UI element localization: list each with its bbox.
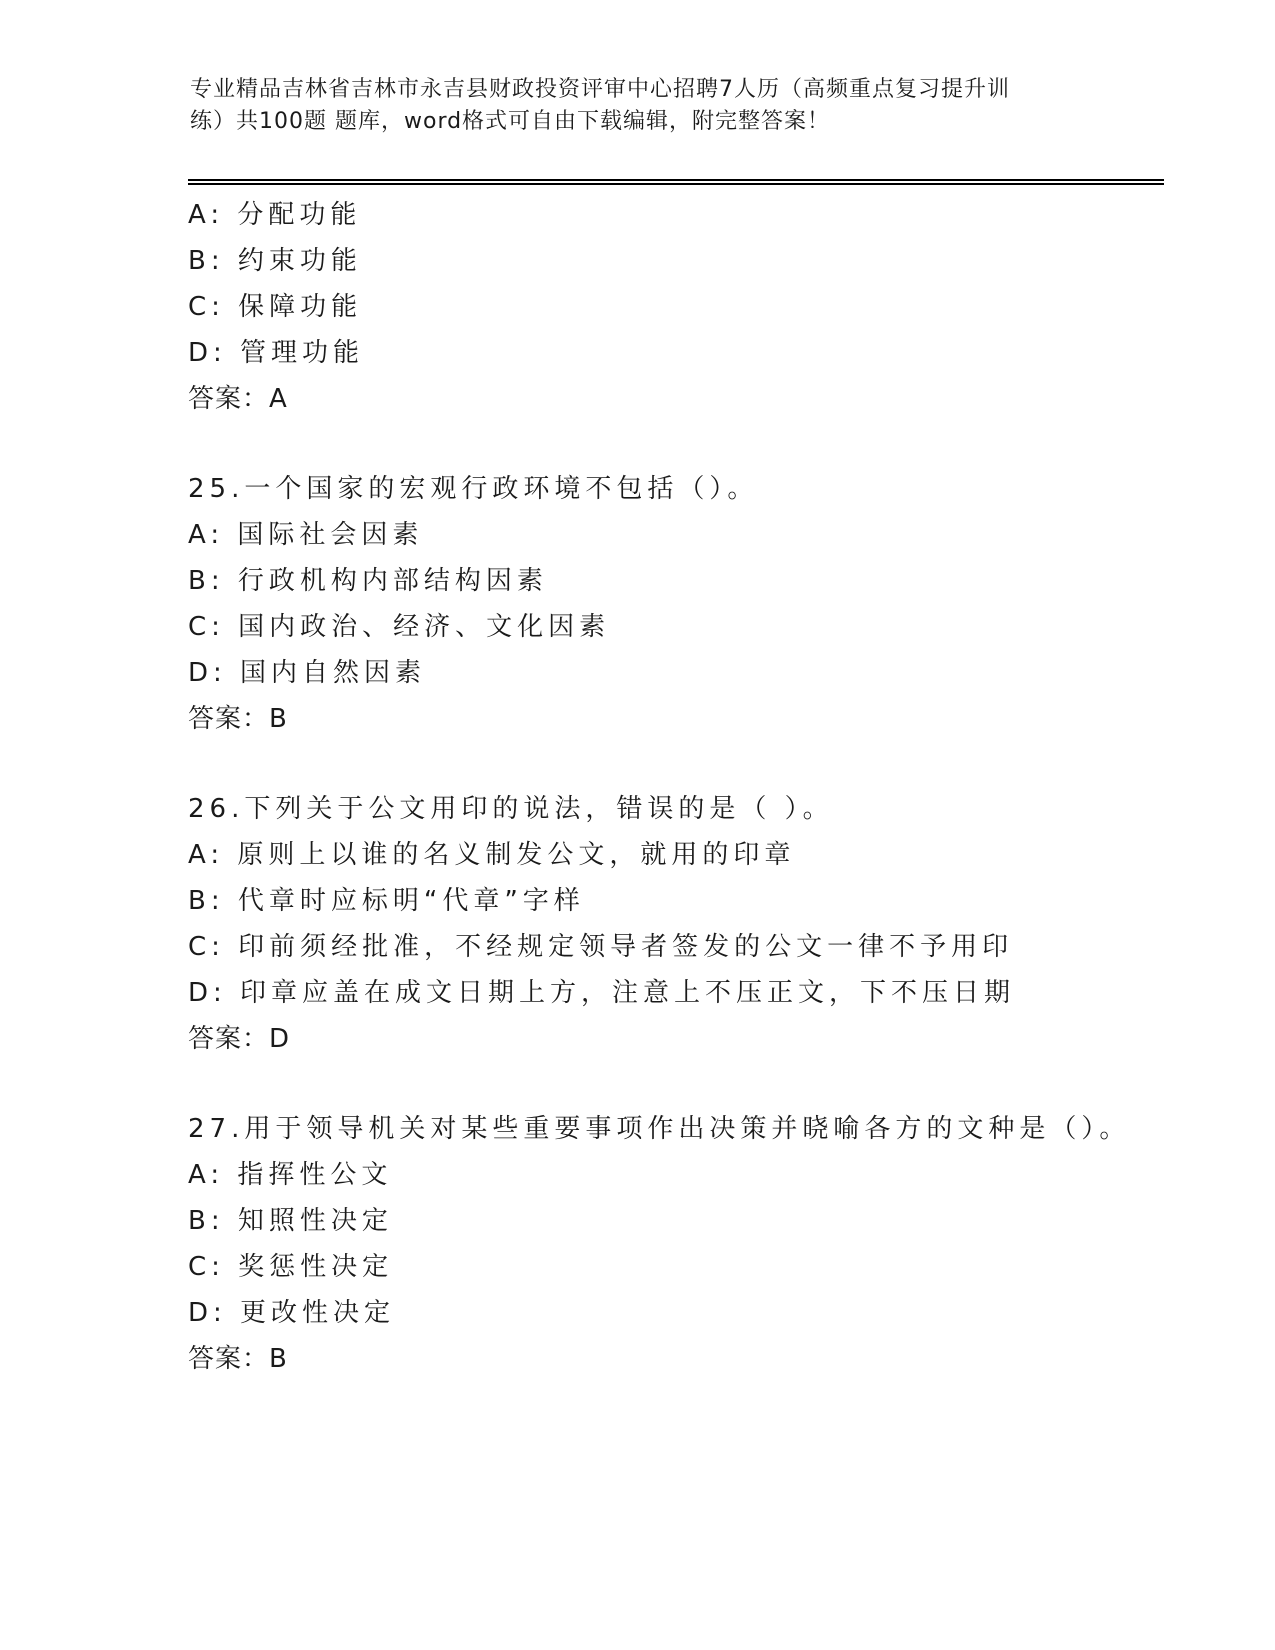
option-c: C: 国内政治、经济、文化因素 [188, 612, 611, 642]
option-a: A: 分配功能 [188, 200, 362, 230]
answer-line: 答案：D [188, 1024, 291, 1054]
question-26-block [188, 786, 1148, 1062]
option-d: D: 更改性决定 [188, 1298, 396, 1328]
header-title-line-2: 练）共100题 题库，word格式可自由下载编辑，附完整答案！ [190, 109, 831, 134]
question-text: 27.用于领导机关对某些重要事项作出决策并晓喻各方的文种是（）。 [188, 1114, 1131, 1144]
answer-line: 答案：B [188, 704, 288, 734]
option-b: B: 代章时应标明“代章”字样 [188, 886, 585, 916]
option-b: B: 约束功能 [188, 246, 362, 276]
option-b: B: 知照性决定 [188, 1206, 393, 1236]
option-c: C: 印前须经批准，不经规定领导者签发的公文一律不予用印 [188, 932, 1014, 962]
option-a: A: 指挥性公文 [188, 1160, 393, 1190]
option-b: B: 行政机构内部结构因素 [188, 566, 548, 596]
document-header [190, 74, 1090, 138]
option-d: D: 印章应盖在成文日期上方，注意上不压正文，下不压日期 [188, 978, 1016, 1008]
answer-line: 答案：A [188, 384, 288, 414]
question-text: 25.一个国家的宏观行政环境不包括（）。 [188, 474, 759, 504]
question-list [188, 192, 1148, 1426]
option-d: D: 国内自然因素 [188, 658, 427, 688]
question-27-block [188, 1106, 1148, 1382]
question-25-block [188, 466, 1148, 742]
option-d: D: 管理功能 [188, 338, 365, 368]
header-divider [188, 179, 1164, 185]
option-a: A: 国际社会因素 [188, 520, 424, 550]
option-c: C: 保障功能 [188, 292, 363, 322]
header-title-line-1: 专业精品吉林省吉林市永吉县财政投资评审中心招聘7人历（高频重点复习提升训 [190, 77, 1010, 102]
option-a: A: 原则上以谁的名义制发公文，就用的印章 [188, 840, 796, 870]
option-c: C: 奖惩性决定 [188, 1252, 394, 1282]
question-24-block [188, 192, 1148, 422]
answer-line: 答案：B [188, 1344, 288, 1374]
question-text: 26.下列关于公文用印的说法，错误的是（ ）。 [188, 794, 834, 824]
